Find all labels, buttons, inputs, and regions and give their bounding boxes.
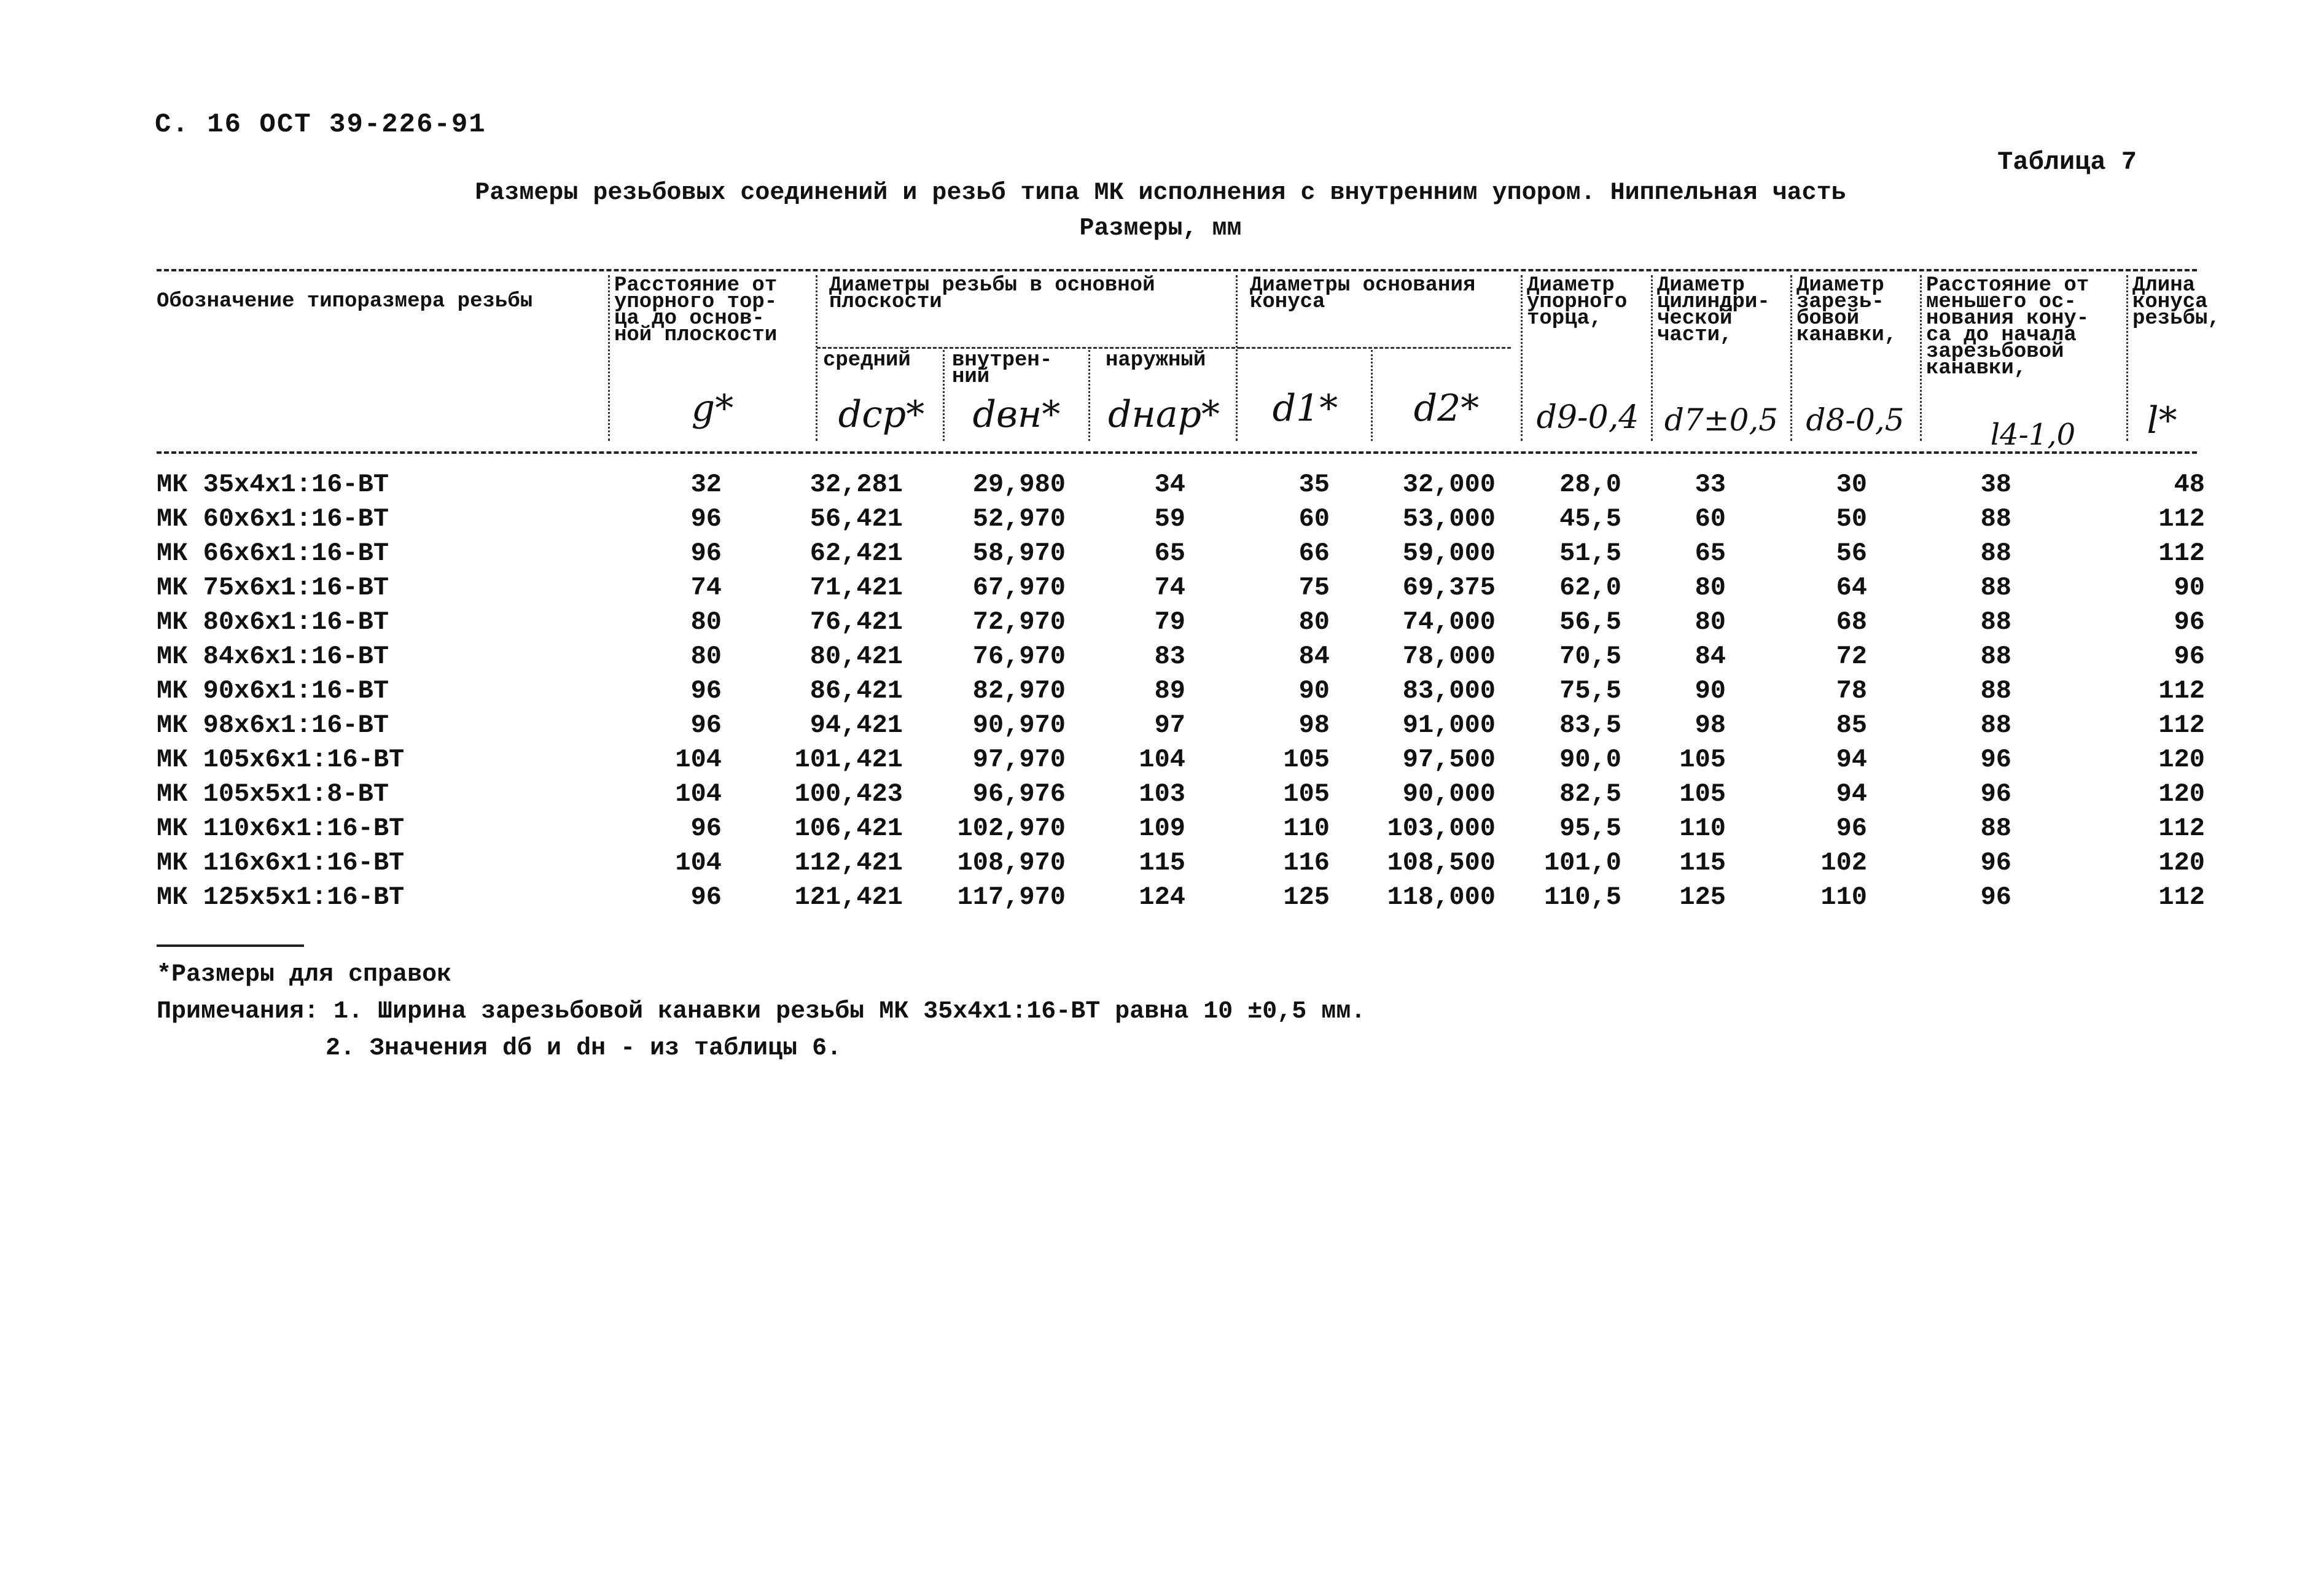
cell-d1: 35 bbox=[1298, 470, 1330, 499]
cell-d7: 65 bbox=[1695, 539, 1726, 568]
header-groove: Диаметр зарезь- бовой канавки, bbox=[1796, 274, 1897, 347]
cell-d7: 105 bbox=[1679, 745, 1726, 774]
header-cyl-part: Диаметр цилиндри- ческой части, bbox=[1657, 274, 1770, 347]
table-row bbox=[0, 848, 2321, 882]
table-row bbox=[0, 642, 2321, 676]
cell-d-inner: 58,970 bbox=[972, 539, 1066, 568]
cell-d-mean: 56,421 bbox=[809, 504, 903, 534]
cell-distance: 96 bbox=[690, 539, 722, 568]
cell-d-inner: 52,970 bbox=[972, 504, 1066, 534]
cell-d1: 105 bbox=[1283, 745, 1330, 774]
cell-d8: 78 bbox=[1836, 676, 1867, 706]
header-mean: средний bbox=[823, 349, 911, 372]
cell-l4: 88 bbox=[1980, 676, 2011, 706]
cell-designation: МК 90х6х1:16-ВТ bbox=[157, 676, 389, 706]
cell-d-mean: 71,421 bbox=[809, 573, 903, 602]
table-row bbox=[0, 710, 2321, 745]
cell-designation: МК 66х6х1:16-ВТ bbox=[157, 539, 389, 568]
cell-d9: 110,5 bbox=[1543, 882, 1621, 912]
cell-d9: 95,5 bbox=[1559, 814, 1621, 843]
cell-d2: 74,000 bbox=[1402, 607, 1496, 637]
cell-d8: 30 bbox=[1836, 470, 1867, 499]
cell-l4: 88 bbox=[1980, 504, 2011, 534]
cell-d-mean: 86,421 bbox=[809, 676, 903, 706]
cell-distance: 96 bbox=[690, 882, 722, 912]
header-outer: наружный bbox=[1106, 349, 1206, 372]
cell-d8: 50 bbox=[1836, 504, 1867, 534]
cell-distance: 96 bbox=[690, 814, 722, 843]
header-stop-face: Диаметр упорного торца, bbox=[1527, 274, 1628, 330]
cell-d-mean: 112,421 bbox=[794, 848, 903, 878]
cell-l: 112 bbox=[2158, 676, 2205, 706]
table-title: Размеры резьбовых соединений и резьб типа МК исполнения с внутренним упором. Ниппельная часть bbox=[475, 179, 1846, 207]
symbol-d9: d9-0,4 bbox=[1536, 399, 1639, 436]
cell-d-inner: 117,970 bbox=[957, 882, 1066, 912]
cell-d-inner: 76,970 bbox=[972, 642, 1066, 671]
cell-l4: 38 bbox=[1980, 470, 2011, 499]
header-small-base: Расстояние от меньшего ос- нования кону- са до начала зарезьбовой канавки, bbox=[1926, 274, 2089, 380]
cell-d9: 45,5 bbox=[1559, 504, 1621, 534]
cell-d-mean: 106,421 bbox=[794, 814, 903, 843]
cell-d9: 70,5 bbox=[1559, 642, 1621, 671]
cell-designation: МК 75х6х1:16-ВТ bbox=[157, 573, 389, 602]
header-thread-diam-group: Диаметры резьбы в основной плоскости bbox=[829, 274, 1155, 314]
table-row bbox=[0, 745, 2321, 779]
cell-d1: 80 bbox=[1298, 607, 1330, 637]
cell-d-mean: 94,421 bbox=[809, 710, 903, 740]
cell-d-outer: 89 bbox=[1154, 676, 1185, 706]
cell-l: 112 bbox=[2158, 539, 2205, 568]
cell-d2: 53,000 bbox=[1402, 504, 1496, 534]
cell-designation: МК 125х5х1:16-ВТ bbox=[157, 882, 405, 912]
cell-d1: 98 bbox=[1298, 710, 1330, 740]
header-cone-length: Длина конуса резьбы, bbox=[2132, 274, 2220, 330]
cell-d9: 28,0 bbox=[1559, 470, 1621, 499]
cell-d1: 125 bbox=[1283, 882, 1330, 912]
cell-l4: 88 bbox=[1980, 710, 2011, 740]
cell-d1: 116 bbox=[1283, 848, 1330, 878]
cell-d-inner: 67,970 bbox=[972, 573, 1066, 602]
cell-d7: 60 bbox=[1695, 504, 1726, 534]
cell-d8: 72 bbox=[1836, 642, 1867, 671]
cell-d7: 33 bbox=[1695, 470, 1726, 499]
symbol-l4: l4-1,0 bbox=[1990, 418, 2076, 452]
cell-d1: 84 bbox=[1298, 642, 1330, 671]
col-sep bbox=[816, 275, 817, 441]
note-2: 2. Значения dб и dн - из таблицы 6. bbox=[326, 1035, 842, 1062]
symbol-l: l* bbox=[2147, 399, 2177, 442]
table-row bbox=[0, 607, 2321, 642]
cell-l4: 96 bbox=[1980, 779, 2011, 809]
table-row bbox=[0, 539, 2321, 573]
symbol-d-inner: dвн* bbox=[972, 393, 1061, 436]
header-bottom-rule bbox=[157, 451, 2197, 454]
cone-group-rule bbox=[1241, 347, 1511, 349]
cell-d8: 64 bbox=[1836, 573, 1867, 602]
cell-d-mean: 76,421 bbox=[809, 607, 903, 637]
cell-d1: 60 bbox=[1298, 504, 1330, 534]
cell-d-inner: 72,970 bbox=[972, 607, 1066, 637]
cell-d1: 90 bbox=[1298, 676, 1330, 706]
cell-l: 120 bbox=[2158, 848, 2205, 878]
symbol-g: g* bbox=[691, 387, 734, 430]
cell-designation: МК 105х5х1:8-ВТ bbox=[157, 779, 389, 809]
cell-d8: 102 bbox=[1820, 848, 1867, 878]
cell-d7: 80 bbox=[1695, 573, 1726, 602]
col-sep bbox=[1521, 275, 1523, 441]
col-sep bbox=[1236, 275, 1238, 441]
cell-d-inner: 90,970 bbox=[972, 710, 1066, 740]
cell-designation: МК 110х6х1:16-ВТ bbox=[157, 814, 405, 843]
cell-l: 120 bbox=[2158, 745, 2205, 774]
col-sep bbox=[1920, 275, 1922, 441]
symbol-d2: d2* bbox=[1413, 387, 1480, 430]
cell-d-outer: 124 bbox=[1139, 882, 1185, 912]
header-inner: внутрен- ний bbox=[952, 349, 1053, 389]
cell-distance: 104 bbox=[675, 848, 722, 878]
cell-d7: 105 bbox=[1679, 779, 1726, 809]
cell-d2: 59,000 bbox=[1402, 539, 1496, 568]
cell-d9: 101,0 bbox=[1543, 848, 1621, 878]
cell-d8: 68 bbox=[1836, 607, 1867, 637]
cell-d7: 84 bbox=[1695, 642, 1726, 671]
cell-d8: 94 bbox=[1836, 779, 1867, 809]
cell-d2: 108,500 bbox=[1387, 848, 1496, 878]
table-row bbox=[0, 814, 2321, 848]
cell-d2: 91,000 bbox=[1402, 710, 1496, 740]
cell-d-inner: 96,976 bbox=[972, 779, 1066, 809]
cell-d8: 110 bbox=[1820, 882, 1867, 912]
cell-d7: 115 bbox=[1679, 848, 1726, 878]
cell-d1: 75 bbox=[1298, 573, 1330, 602]
cell-d2: 97,500 bbox=[1402, 745, 1496, 774]
cell-l: 96 bbox=[2174, 607, 2205, 637]
symbol-d1: d1* bbox=[1272, 387, 1338, 430]
cell-d7: 98 bbox=[1695, 710, 1726, 740]
cell-d2: 90,000 bbox=[1402, 779, 1496, 809]
cell-d8: 56 bbox=[1836, 539, 1867, 568]
cell-d1: 105 bbox=[1283, 779, 1330, 809]
header-designation: Обозначение типоразмера резьбы bbox=[157, 290, 533, 313]
cell-l: 112 bbox=[2158, 710, 2205, 740]
cell-d7: 110 bbox=[1679, 814, 1726, 843]
cell-l4: 96 bbox=[1980, 745, 2011, 774]
cell-d-outer: 103 bbox=[1139, 779, 1185, 809]
cell-distance: 80 bbox=[690, 642, 722, 671]
footnote-rule bbox=[157, 944, 304, 947]
page-reference: С. 16 ОСТ 39-226-91 bbox=[155, 109, 486, 140]
cell-d2: 83,000 bbox=[1402, 676, 1496, 706]
cell-d-mean: 101,421 bbox=[794, 745, 903, 774]
symbol-d-outer: dнар* bbox=[1107, 393, 1220, 436]
header-distance: Расстояние от упорного тор- ца до основ- ной плоскости bbox=[614, 274, 778, 347]
cell-distance: 96 bbox=[690, 676, 722, 706]
cell-d-outer: 83 bbox=[1154, 642, 1185, 671]
cell-d8: 96 bbox=[1836, 814, 1867, 843]
cell-d7: 80 bbox=[1695, 607, 1726, 637]
table-row bbox=[0, 504, 2321, 539]
cell-l4: 88 bbox=[1980, 814, 2011, 843]
footnote-reference: *Размеры для справок bbox=[157, 961, 452, 989]
cell-d2: 32,000 bbox=[1402, 470, 1496, 499]
col-sep bbox=[1088, 350, 1090, 441]
cell-d2: 103,000 bbox=[1387, 814, 1496, 843]
table-number: Таблица 7 bbox=[1997, 147, 2137, 177]
cell-d2: 118,000 bbox=[1387, 882, 1496, 912]
cell-d-outer: 65 bbox=[1154, 539, 1185, 568]
table-row bbox=[0, 676, 2321, 710]
cell-d-outer: 59 bbox=[1154, 504, 1185, 534]
cell-d-inner: 97,970 bbox=[972, 745, 1066, 774]
cell-distance: 104 bbox=[675, 779, 722, 809]
cell-designation: МК 98х6х1:16-ВТ bbox=[157, 710, 389, 740]
cell-d2: 69,375 bbox=[1402, 573, 1496, 602]
cell-d-mean: 32,281 bbox=[809, 470, 903, 499]
cell-designation: МК 60х6х1:16-ВТ bbox=[157, 504, 389, 534]
col-sep bbox=[2126, 275, 2128, 441]
cell-d8: 85 bbox=[1836, 710, 1867, 740]
cell-d9: 82,5 bbox=[1559, 779, 1621, 809]
cell-d9: 90,0 bbox=[1559, 745, 1621, 774]
cell-d-mean: 121,421 bbox=[794, 882, 903, 912]
cell-d-outer: 79 bbox=[1154, 607, 1185, 637]
cell-designation: МК 84х6х1:16-ВТ bbox=[157, 642, 389, 671]
table-top-rule bbox=[157, 269, 2197, 271]
cell-distance: 74 bbox=[690, 573, 722, 602]
col-sep bbox=[608, 275, 610, 441]
header-cone-group: Диаметры основания конуса bbox=[1250, 274, 1476, 314]
cell-d-outer: 74 bbox=[1154, 573, 1185, 602]
cell-l4: 96 bbox=[1980, 848, 2011, 878]
cell-distance: 104 bbox=[675, 745, 722, 774]
cell-d-outer: 97 bbox=[1154, 710, 1185, 740]
cell-l4: 88 bbox=[1980, 573, 2011, 602]
note-1: Примечания: 1. Ширина зарезьбовой канавки резьбы МК 35х4х1:16-ВТ равна 10 ±0,5 мм. bbox=[157, 998, 1366, 1026]
cell-l4: 88 bbox=[1980, 607, 2011, 637]
table-units: Размеры, мм bbox=[1079, 215, 1242, 243]
cell-d-mean: 100,423 bbox=[794, 779, 903, 809]
col-sep bbox=[943, 350, 945, 441]
cell-l4: 88 bbox=[1980, 539, 2011, 568]
cell-designation: МК 80х6х1:16-ВТ bbox=[157, 607, 389, 637]
cell-d-mean: 62,421 bbox=[809, 539, 903, 568]
cell-d9: 56,5 bbox=[1559, 607, 1621, 637]
symbol-d-mean: dср* bbox=[838, 393, 925, 436]
symbol-d7: d7±0,5 bbox=[1664, 402, 1779, 438]
cell-d-inner: 29,980 bbox=[972, 470, 1066, 499]
cell-d-outer: 34 bbox=[1154, 470, 1185, 499]
table-row bbox=[0, 573, 2321, 607]
cell-d-mean: 80,421 bbox=[809, 642, 903, 671]
cell-d7: 125 bbox=[1679, 882, 1726, 912]
cell-d8: 94 bbox=[1836, 745, 1867, 774]
cell-distance: 80 bbox=[690, 607, 722, 637]
cell-d-inner: 102,970 bbox=[957, 814, 1066, 843]
cell-l: 90 bbox=[2174, 573, 2205, 602]
cell-l: 120 bbox=[2158, 779, 2205, 809]
cell-d-inner: 108,970 bbox=[957, 848, 1066, 878]
cell-d1: 66 bbox=[1298, 539, 1330, 568]
cell-distance: 32 bbox=[690, 470, 722, 499]
cell-designation: МК 105х6х1:16-ВТ bbox=[157, 745, 405, 774]
cell-l: 112 bbox=[2158, 882, 2205, 912]
cell-d1: 110 bbox=[1283, 814, 1330, 843]
cell-designation: МК 116х6х1:16-ВТ bbox=[157, 848, 405, 878]
cell-d9: 62,0 bbox=[1559, 573, 1621, 602]
table-row bbox=[0, 882, 2321, 917]
cell-d-inner: 82,970 bbox=[972, 676, 1066, 706]
table-row bbox=[0, 779, 2321, 814]
cell-d-outer: 109 bbox=[1139, 814, 1185, 843]
cell-d2: 78,000 bbox=[1402, 642, 1496, 671]
symbol-d8: d8-0,5 bbox=[1806, 402, 1905, 438]
cell-l4: 96 bbox=[1980, 882, 2011, 912]
cell-distance: 96 bbox=[690, 504, 722, 534]
cell-l: 96 bbox=[2174, 642, 2205, 671]
cell-d9: 75,5 bbox=[1559, 676, 1621, 706]
cell-designation: МК 35х4х1:16-ВТ bbox=[157, 470, 389, 499]
cell-l4: 88 bbox=[1980, 642, 2011, 671]
cell-d9: 51,5 bbox=[1559, 539, 1621, 568]
cell-l: 48 bbox=[2174, 470, 2205, 499]
cell-l: 112 bbox=[2158, 504, 2205, 534]
cell-d7: 90 bbox=[1695, 676, 1726, 706]
col-sep bbox=[1371, 350, 1373, 441]
cell-d-outer: 104 bbox=[1139, 745, 1185, 774]
cell-l: 112 bbox=[2158, 814, 2205, 843]
cell-distance: 96 bbox=[690, 710, 722, 740]
table-row bbox=[0, 470, 2321, 504]
cell-d9: 83,5 bbox=[1559, 710, 1621, 740]
cell-d-outer: 115 bbox=[1139, 848, 1185, 878]
